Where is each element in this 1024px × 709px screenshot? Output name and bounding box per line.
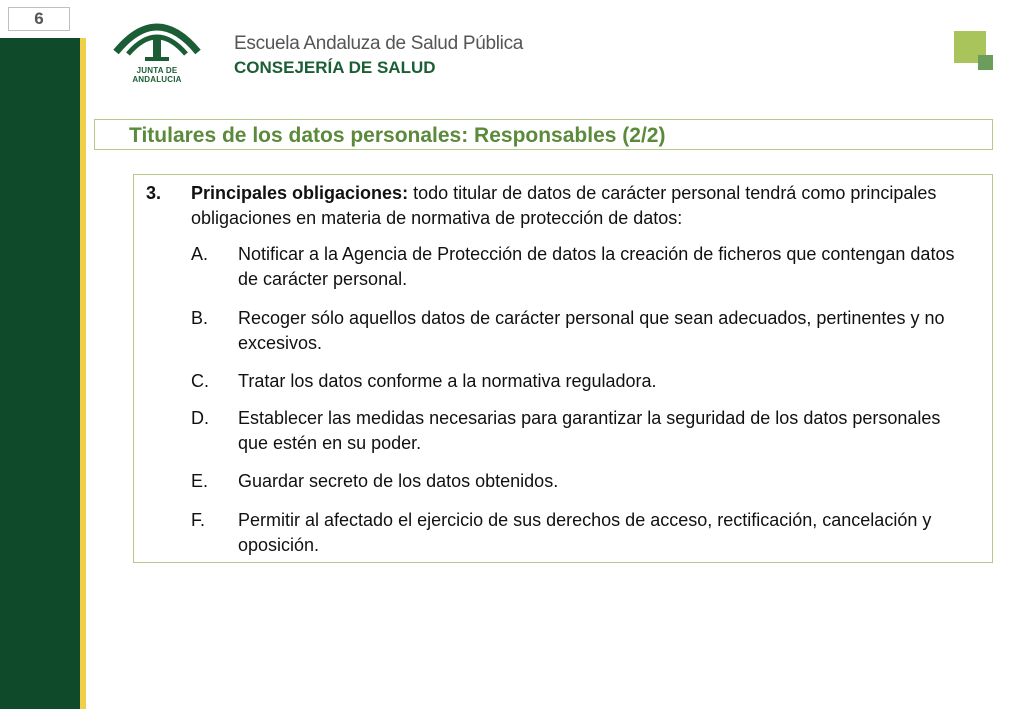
intro-paragraph [146, 181, 976, 231]
logo-text: JUNTA DE ANDALUCIA [132, 66, 182, 84]
list-item-text: Establecer las medidas necesarias para garantizar la seguridad de los datos personales que estén en su poder. [238, 408, 941, 453]
intro-heading: Principales obligaciones: [191, 183, 409, 203]
list-item-text: Recoger sólo aquellos datos de carácter personal que sean adecuados, pertinentes y no excesivos. [238, 308, 945, 353]
list-item [191, 406, 971, 456]
sidebar-green-band [0, 38, 80, 709]
list-item-letter: F. [191, 510, 206, 530]
intro-text: todo titular de datos de carácter personal tendrá como principales obligaciones en materia de normativa de protección de datos: [191, 183, 937, 228]
list-item [191, 508, 971, 558]
list-item-text: Notificar a la Agencia de Protección de datos la creación de ficheros que contengan datos de carácter personal. [238, 244, 955, 289]
department-name: CONSEJERÍA DE SALUD [234, 58, 436, 77]
sidebar-yellow-stripe [80, 38, 86, 709]
junta-de-andalucia-logo [112, 10, 202, 84]
page-number: 6 [8, 7, 70, 31]
intro-number: 3. [146, 183, 162, 203]
slide-title-box [94, 119, 993, 150]
list-item-letter: E. [191, 471, 209, 491]
list-item-letter: A. [191, 244, 209, 264]
institution-name: Escuela Andaluza de Salud Pública [234, 33, 524, 54]
list-item-letter: B. [191, 308, 209, 328]
list-item-text: Tratar los datos conforme a la normativa reguladora. [238, 371, 657, 391]
list-item [191, 369, 971, 394]
list-item-text: Permitir al afectado el ejercicio de sus derechos de acceso, rectificación, cancelación y oposición. [238, 510, 932, 555]
content-box [133, 174, 993, 563]
list-item-letter: D. [191, 408, 209, 428]
logo-arch-icon [112, 10, 202, 66]
list-item [191, 306, 971, 356]
list-item [191, 242, 971, 292]
slide-title: Titulares de los datos personales: Responsables (2/2) [129, 124, 666, 147]
list-item-text: Guardar secreto de los datos obtenidos. [238, 471, 559, 491]
list-item-letter: C. [191, 371, 209, 391]
decorative-square-small [978, 55, 993, 70]
list-item [191, 469, 971, 494]
